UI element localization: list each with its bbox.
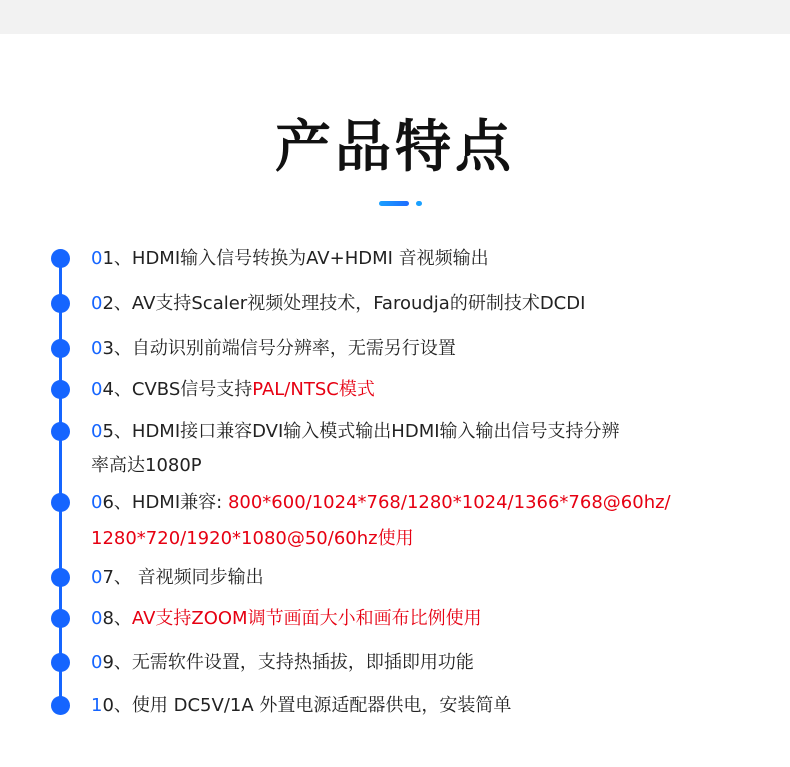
feature-separator: 、	[113, 652, 132, 673]
timeline-dot	[51, 568, 70, 587]
feature-number-second-digit: 3	[102, 338, 114, 359]
feature-number-second-digit: 0	[102, 695, 114, 716]
feature-highlight: 800*600/1024*768/1280*1024/1366*768@60hz/	[227, 492, 671, 513]
feature-separator: 、	[113, 492, 132, 513]
feature-number-second-digit: 8	[102, 608, 114, 629]
feature-separator: 、	[113, 379, 132, 400]
feature-number-second-digit: 5	[102, 421, 114, 442]
feature-separator: 、	[113, 338, 132, 359]
feature-separator: 、	[113, 567, 132, 588]
timeline-dot	[51, 653, 70, 672]
feature-number-first-digit: 0	[91, 492, 103, 513]
timeline-dot	[51, 294, 70, 313]
feature-highlight: PAL/NTSC模式	[252, 379, 375, 400]
timeline-dot	[51, 380, 70, 399]
feature-text	[91, 414, 731, 450]
feature-description: HDMI输入信号转换为AV+HDMI 音视频输出	[131, 248, 489, 269]
feature-number-first-digit: 1	[91, 695, 103, 716]
timeline-dot	[51, 339, 70, 358]
feature-highlight: AV支持ZOOM调节画面大小和画布比例使用	[131, 608, 482, 629]
feature-description: 自动识别前端信号分辨率，无需另行设置	[131, 338, 456, 359]
feature-number-first-digit: 0	[91, 379, 103, 400]
feature-separator: 、	[113, 293, 132, 314]
timeline-dot	[51, 696, 70, 715]
feature-description: AV支持Scaler视频处理技术，Faroudja的研制技术DCDI	[131, 293, 586, 314]
feature-text	[91, 331, 731, 367]
feature-separator: 、	[113, 248, 132, 269]
feature-number-first-digit: 0	[91, 338, 103, 359]
feature-number-second-digit: 6	[102, 492, 114, 513]
feature-number-second-digit: 9	[102, 652, 114, 673]
feature-text	[91, 688, 731, 724]
feature-number-second-digit: 1	[102, 248, 114, 269]
feature-description: HDMI接口兼容DVI输入模式输出HDMI输入输出信号支持分辨	[131, 421, 620, 442]
feature-number-second-digit: 2	[102, 293, 114, 314]
feature-description: 无需软件设置，支持热插拔，即插即用功能	[131, 652, 474, 673]
timeline-dot	[51, 249, 70, 268]
timeline-dot	[51, 422, 70, 441]
feature-description: 音视频同步输出	[131, 567, 264, 588]
feature-description: CVBS信号支持	[131, 379, 253, 400]
feature-text	[91, 645, 731, 681]
feature-number-second-digit: 4	[102, 379, 114, 400]
feature-text-continued: 1280*720/1920*1080@50/60hz使用	[91, 528, 414, 549]
feature-text	[91, 485, 731, 521]
timeline-dot	[51, 493, 70, 512]
timeline-dot	[51, 609, 70, 628]
feature-number-first-digit: 0	[91, 421, 103, 442]
feature-description: HDMI兼容:	[131, 492, 228, 513]
feature-number-first-digit: 0	[91, 608, 103, 629]
feature-number-first-digit: 0	[91, 652, 103, 673]
feature-text	[91, 601, 731, 637]
feature-text-continued: 率高达1080P	[91, 455, 202, 476]
feature-separator: 、	[113, 608, 132, 629]
feature-text	[91, 372, 731, 408]
feature-description: 使用 DC5V/1A 外置电源适配器供电，安装简单	[131, 695, 512, 716]
feature-text	[91, 560, 731, 596]
feature-number-first-digit: 0	[91, 293, 103, 314]
feature-number-first-digit: 0	[91, 567, 103, 588]
feature-separator: 、	[113, 421, 132, 442]
feature-text	[91, 241, 731, 277]
feature-separator: 、	[113, 695, 132, 716]
feature-number-second-digit: 7	[102, 567, 114, 588]
page-title: 产品特点	[275, 115, 515, 180]
feature-number-first-digit: 0	[91, 248, 103, 269]
feature-text	[91, 286, 731, 322]
